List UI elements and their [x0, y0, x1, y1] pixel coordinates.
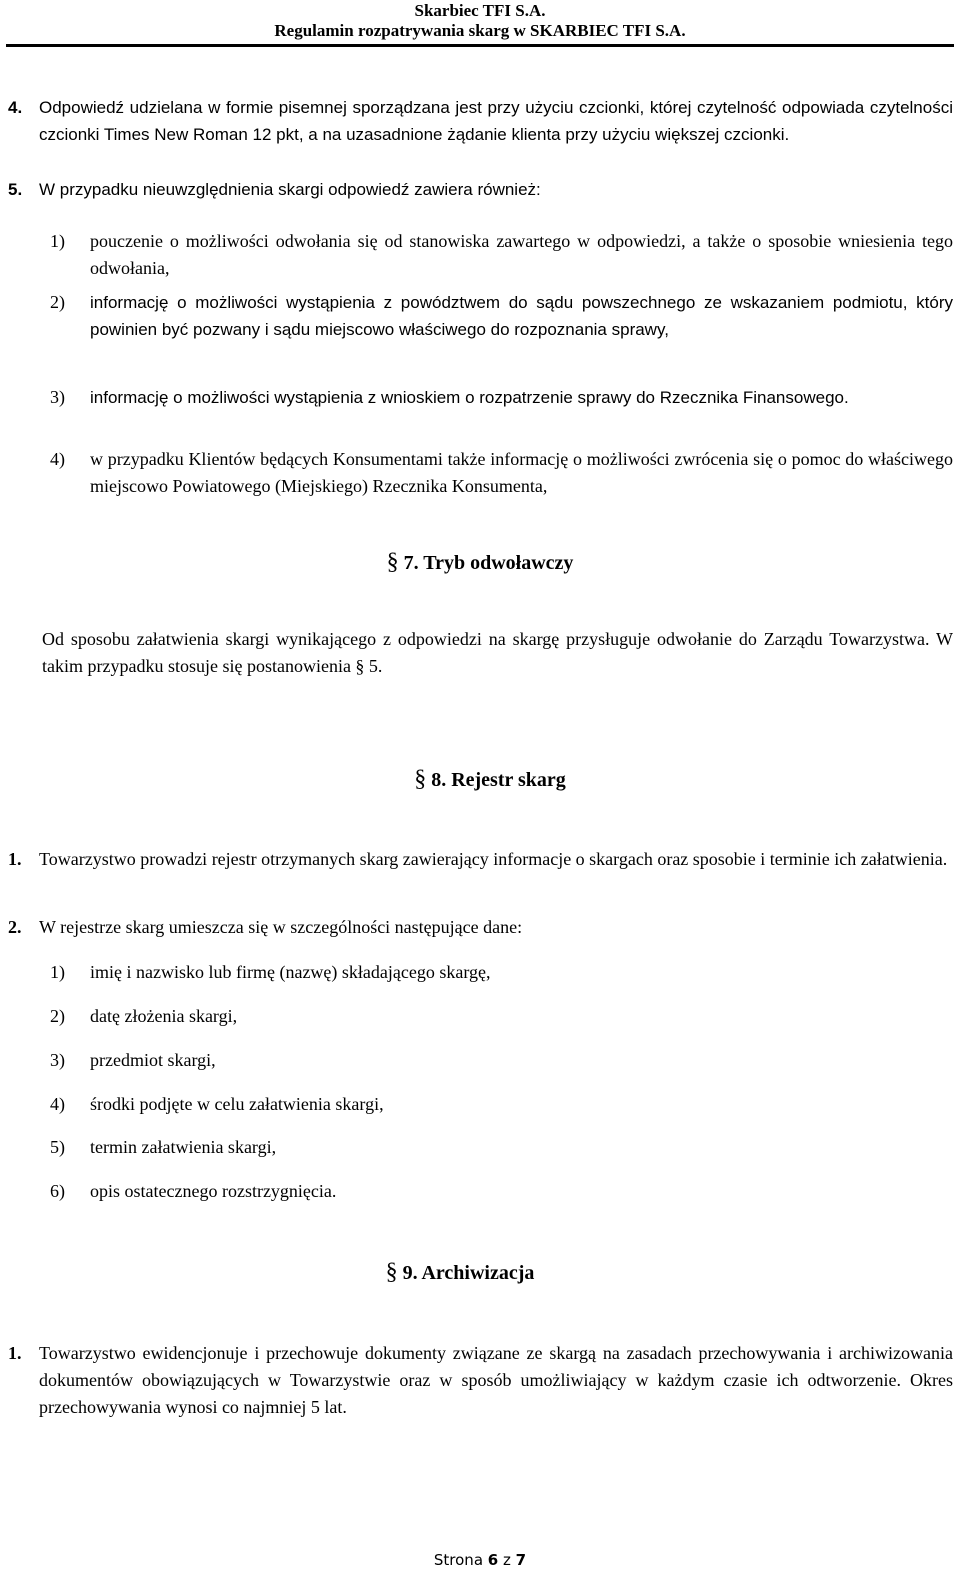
section-heading-9	[0, 1258, 940, 1287]
paragraph-number: 2.	[8, 917, 22, 937]
footer-of: z	[503, 1551, 511, 1569]
list-item-text: termin załatwienia skargi,	[90, 1137, 277, 1157]
list-item-text: w przypadku Klientów będących Konsumentami także informację o możliwości zwrócenia się o pomoc do właściwego miejscowo Powiatowego (Miejskiego) Rzecznika Konsumenta,	[90, 449, 953, 496]
list-item-text: informację o możliwości wystąpienia z powództwem do sądu powszechnego ze wskazaniem podmiotu, który powinien być pozwany i sądu miejscowo właściwego do rozpoznania sprawy,	[90, 293, 953, 339]
header-divider	[6, 44, 954, 47]
paragraph-text: W przypadku nieuwzględnienia skargi odpowiedź zawiera również:	[39, 180, 541, 199]
list-item-number: 2)	[50, 1006, 65, 1026]
list-item-number: 3)	[50, 1050, 65, 1070]
section-8-paragraph-2	[8, 914, 953, 942]
list-item-number: 3)	[50, 387, 65, 407]
list-item-text: pouczenie o możliwości odwołania się od stanowiska zawartego w odpowiedzi, a także o sposobie wniesienia tego odwołania,	[90, 231, 953, 278]
header-title: Regulamin rozpatrywania skarg w SKARBIEC TFI S.A.	[274, 21, 686, 40]
list-item-text: środki podjęte w celu załatwienia skargi,	[90, 1094, 384, 1114]
section-title: 9. Archiwizacja	[402, 1262, 535, 1284]
page-footer	[0, 1550, 960, 1570]
paragraph-5	[8, 176, 953, 206]
list-item-number: 4)	[50, 449, 65, 469]
section-title: 7. Tryb odwoławczy	[403, 552, 574, 574]
paragraph-text: Towarzystwo prowadzi rejestr otrzymanych skarg zawierający informacje o skargach oraz sposobie i terminie ich załatwienia.	[39, 849, 948, 869]
section-heading-7	[0, 548, 960, 577]
header-company: Skarbiec TFI S.A.	[414, 1, 546, 20]
list-item-number: 1)	[50, 231, 65, 251]
list-item-text: opis ostatecznego rozstrzygnięcia.	[90, 1181, 337, 1201]
section-symbol: §	[414, 766, 427, 792]
section-title: 8. Rejestr skarg	[431, 769, 566, 791]
section-9-paragraph-1	[8, 1340, 953, 1450]
list-item-text: przedmiot skargi,	[90, 1050, 216, 1070]
list-item-number: 1)	[50, 962, 65, 982]
paragraph-number: 1.	[8, 1343, 22, 1363]
section-8-paragraph-1	[8, 846, 953, 902]
footer-page-total: 7	[515, 1551, 527, 1569]
list-item-text: imię i nazwisko lub firmę (nazwę) składającego skargę,	[90, 962, 491, 982]
paragraph-text: Odpowiedź udzielana w formie pisemnej sporządzana jest przy użyciu czcionki, której czytelność odpowiada czytelności czcionki Times New Roman 12 pkt, a na uzasadnione żądanie klienta przy użyciu większej czcionki.	[39, 98, 953, 144]
list-item-text: informację o możliwości wystąpienia z wnioskiem o rozpatrzenie sprawy do Rzecznika Finansowego.	[90, 388, 849, 407]
paragraph-4	[8, 94, 953, 176]
list-item-number: 6)	[50, 1181, 65, 1201]
section-heading-8	[10, 765, 960, 794]
paragraph-text: Towarzystwo ewidencjonuje i przechowuje dokumenty związane ze skargą na zasadach przechowywania i archiwizowania dokumentów obowiązujących w Towarzystwie oraz w sposób umożliwiający w każdym czasie ich odtworzenie. Okres przechowywania wynosi co najmniej 5 lat.	[39, 1343, 953, 1417]
section-symbol: §	[386, 549, 399, 575]
section-7-text: Od sposobu załatwienia skargi wynikającego z odpowiedzi na skargę przysługuje odwołanie do Zarządu Towarzystwa. W takim przypadku stosuje się postanowienia § 5.	[42, 629, 953, 676]
paragraph-number: 1.	[8, 849, 22, 869]
paragraph-number: 5.	[8, 180, 23, 199]
footer-page-number: 6	[487, 1551, 499, 1569]
list-item-number: 4)	[50, 1094, 65, 1114]
paragraph-number: 4.	[8, 98, 23, 117]
footer-page-label: Strona	[433, 1551, 484, 1569]
list-item-text: datę złożenia skargi,	[90, 1006, 238, 1026]
section-symbol: §	[385, 1259, 398, 1285]
paragraph-text: W rejestrze skarg umieszcza się w szczególności następujące dane:	[39, 917, 523, 937]
list-item-number: 5)	[50, 1137, 65, 1157]
list-item-number: 2)	[50, 292, 65, 312]
